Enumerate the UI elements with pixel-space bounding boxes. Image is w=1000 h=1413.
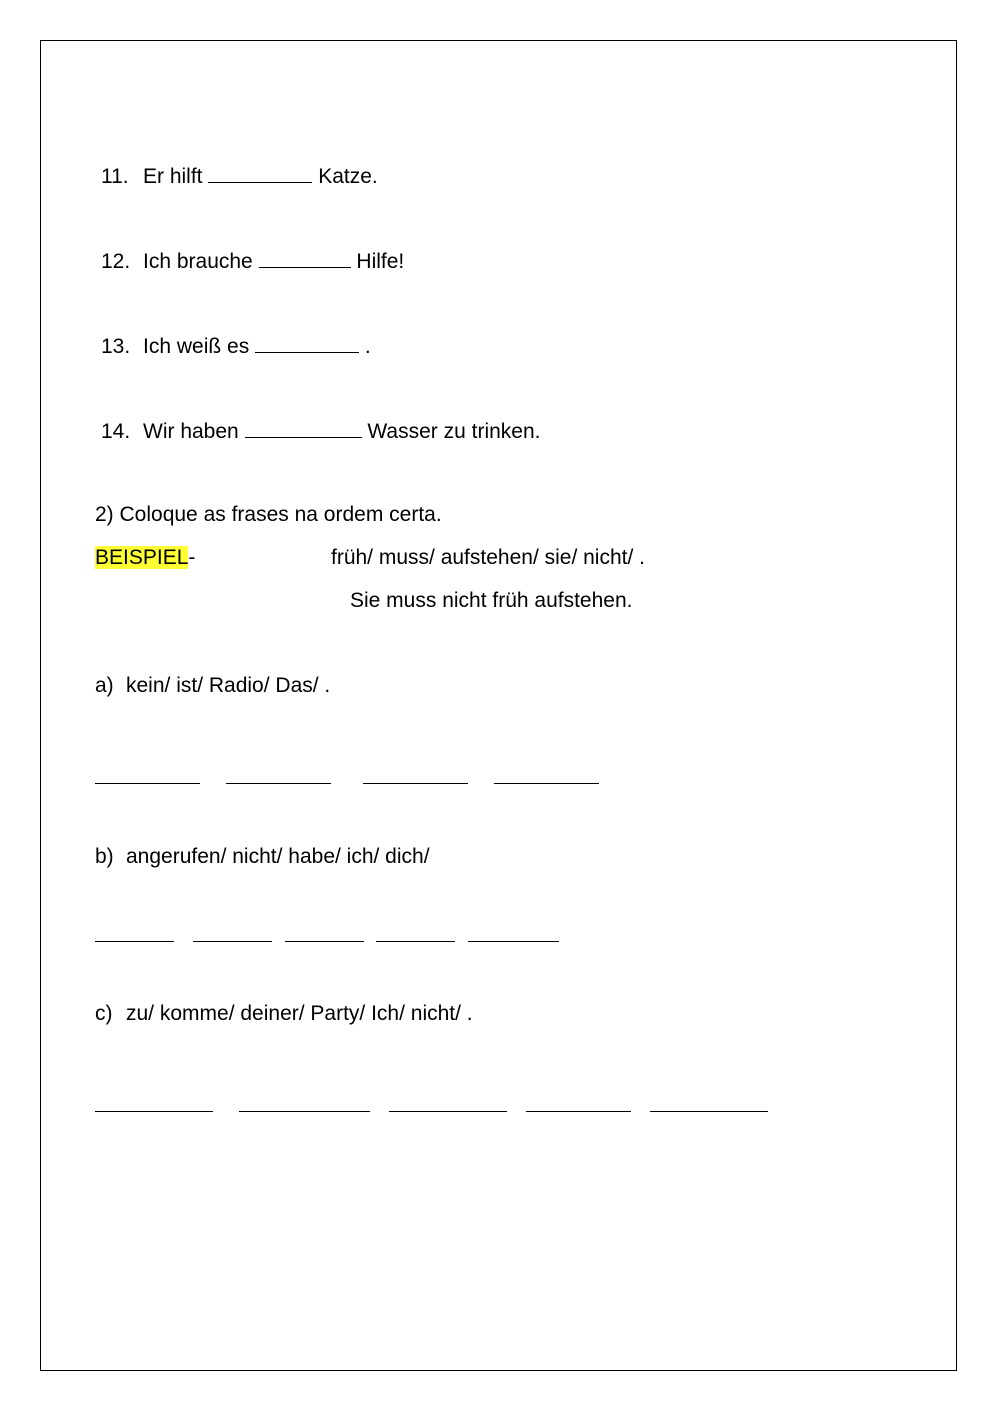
item-number: 11. — [101, 165, 129, 188]
task-letter: c) — [95, 1002, 113, 1025]
item-13 — [101, 332, 371, 360]
item-text-after: . — [359, 335, 371, 358]
item-text-before: Ich weiß es — [143, 335, 256, 358]
item-text-after: Hilfe! — [350, 250, 405, 273]
example-dash: - — [188, 546, 196, 569]
task-words: kein/ ist/ Radio/ Das/ . — [126, 674, 331, 697]
answer-blank[interactable] — [259, 247, 351, 268]
item-text-after: Wasser zu trinken. — [361, 420, 541, 443]
item-text-before: Ich brauche — [143, 250, 259, 273]
answer-blank[interactable] — [208, 162, 312, 183]
answer-blank[interactable] — [255, 332, 359, 353]
answer-blank[interactable] — [526, 1090, 631, 1112]
task-letter: a) — [95, 674, 114, 697]
item-11 — [101, 162, 378, 190]
task-b — [95, 844, 430, 870]
task-letter: b) — [95, 845, 114, 868]
answer-blank[interactable] — [239, 1090, 370, 1112]
item-number: 14. — [101, 420, 131, 443]
example-answer: Sie muss nicht früh aufstehen. — [350, 589, 633, 612]
task-c — [95, 1001, 473, 1027]
task-words: angerufen/ nicht/ habe/ ich/ dich/ — [126, 845, 430, 868]
worksheet-page — [40, 40, 957, 1371]
answer-blank[interactable] — [193, 920, 272, 942]
answer-blank[interactable] — [95, 1090, 213, 1112]
example-label-line — [95, 545, 195, 571]
answer-blank[interactable] — [389, 1090, 507, 1112]
answer-blank[interactable] — [468, 920, 559, 942]
item-text-before: Er hilft — [143, 165, 209, 188]
item-14 — [101, 417, 541, 445]
task-words: zu/ komme/ deiner/ Party/ Ich/ nicht/ . — [126, 1002, 473, 1025]
example-label: BEISPIEL — [95, 546, 189, 569]
example-words: früh/ muss/ aufstehen/ sie/ nicht/ . — [331, 546, 645, 569]
exercise2-instruction: 2) Coloque as frases na ordem certa. — [95, 503, 442, 526]
answer-blank[interactable] — [95, 762, 200, 784]
answer-blank[interactable] — [494, 762, 599, 784]
answer-blank[interactable] — [226, 762, 331, 784]
item-text-after: Katze. — [312, 165, 378, 188]
answer-blank[interactable] — [95, 920, 174, 942]
answer-blank[interactable] — [376, 920, 455, 942]
item-12 — [101, 247, 404, 275]
task-a — [95, 673, 330, 699]
item-text-before: Wir haben — [143, 420, 245, 443]
answer-blank[interactable] — [363, 762, 468, 784]
answer-blank[interactable] — [245, 417, 362, 438]
answer-blank[interactable] — [650, 1090, 768, 1112]
answer-blank[interactable] — [285, 920, 364, 942]
item-number: 12. — [101, 250, 131, 273]
item-number: 13. — [101, 335, 131, 358]
